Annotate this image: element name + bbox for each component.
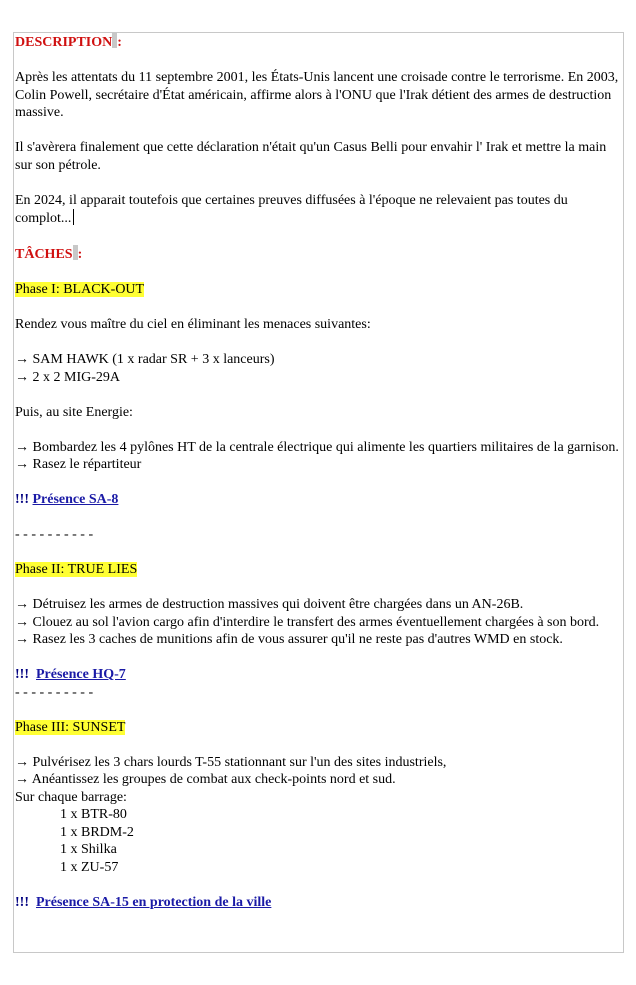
description-paragraph: Il s'avèrera finalement que cette déclaration n'était qu'un Casus Belli pour envahir l' Irak et mettre la main sur son pétrole. (15, 140, 607, 173)
threat-alert: !!! Présence SA-15 en protection de la ville (15, 894, 272, 910)
threat-link[interactable]: Présence SA-8 (32, 492, 119, 507)
checkpoint-unit: 1 x ZU-57 (60, 859, 119, 875)
task-item: → Bombardez les 4 pylônes HT de la centrale électrique qui alimente les quartiers militaires de la garnison. (15, 439, 619, 455)
task-item: → Détruisez les armes de destruction massives qui doivent être chargées dans un AN-26B. (15, 597, 524, 612)
task-item: → Anéantissez les groupes de combat aux check-points nord et sud. (15, 772, 396, 787)
separator: - - - - - - - - - - (15, 527, 94, 542)
phase-note: Puis, au site Energie: (15, 404, 133, 420)
task-item: → Pulvérisez les 3 chars lourds T-55 stationnant sur l'un des sites industriels, (15, 754, 447, 770)
checkpoint-unit: 1 x Shilka (60, 842, 117, 857)
tasks-heading: TÂCHES : (15, 247, 83, 262)
phase-title: Phase II: TRUE LIES (15, 562, 138, 577)
description-paragraph: Après les attentats du 11 septembre 2001, les États-Unis lancent une croisade contre le terrorisme. En 2003, Colin Powell, secrétaire d'État américain, affirme alors à l'ONU que l'Irak détient des armes de destruction massive. (15, 70, 619, 120)
task-item: → Rasez le répartiteur (15, 457, 142, 472)
document-editor[interactable] (13, 32, 624, 953)
task-item: → Rasez les 3 caches de munitions afin de vous assurer qu'il ne reste pas d'autres WMD en stock. (15, 632, 563, 647)
checkpoint-unit: 1 x BRDM-2 (60, 824, 134, 840)
checkpoint-label: Sur chaque barrage: (15, 789, 127, 805)
description-heading: DESCRIPTION : (15, 35, 122, 50)
threat-alert: !!! Présence SA-8 (15, 492, 119, 507)
task-item: → 2 x 2 MIG-29A (15, 369, 120, 385)
separator: - - - - - - - - - - (15, 684, 94, 700)
description-paragraph: En 2024, il apparait toutefois que certaines preuves diffusées à l'époque ne relevaient pas toutes du complot... (15, 192, 568, 226)
text-cursor (73, 209, 74, 225)
threat-link[interactable]: Présence SA-15 en protection de la ville (36, 894, 272, 910)
threat-link[interactable]: Présence HQ-7 (36, 667, 126, 682)
checkpoint-unit: 1 x BTR-80 (60, 807, 127, 822)
phase-intro: Rendez vous maître du ciel en éliminant les menaces suivantes: (15, 317, 371, 332)
task-item: → Clouez au sol l'avion cargo afin d'interdire le transfert des armes éventuellement chargées à son bord. (15, 614, 600, 630)
task-item: → SAM HAWK (1 x radar SR + 3 x lanceurs) (15, 352, 275, 367)
threat-alert: !!! Présence HQ-7 (15, 667, 126, 682)
phase-title: Phase I: BLACK-OUT (15, 282, 145, 297)
phase-title: Phase III: SUNSET (15, 719, 126, 735)
